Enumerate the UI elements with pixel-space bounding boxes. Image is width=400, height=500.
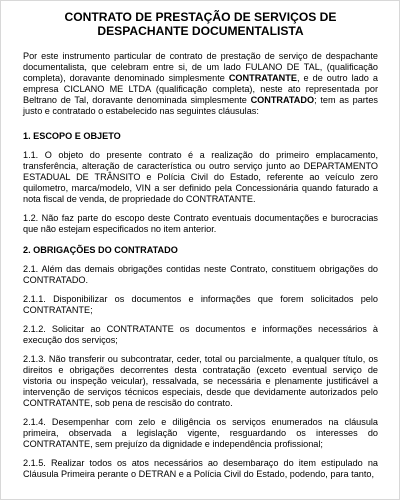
clause-2-1-1 <box>23 294 378 316</box>
clause-2-1-4-contratante: CONTRATANTE <box>23 439 91 449</box>
clause-1-1 <box>23 150 378 205</box>
clause-2-1-1-contratante: CONTRATANTE <box>23 305 91 315</box>
clause-2-1-4 <box>23 417 378 450</box>
clause-2-1-text-2: . <box>85 275 89 285</box>
clause-1-1-text-2: . <box>252 194 256 204</box>
clause-2-1-2-contratante: CONTRATANTE <box>106 324 174 334</box>
clause-2-1-text-1: 2.1. Além das demais obrigações contidas neste Contrato, constituem obrigações do <box>23 264 378 274</box>
intro-text-2: , e de outro lado a empresa CICLANO ME LTDA (qualificação completa), neste ato representada por Beltrano de Tal, doravante denominada simplesmente <box>23 73 378 105</box>
clause-2-1-1-text-1: 2.1.1. Disponibilizar os documentos e informações que forem solicitados pelo <box>23 294 378 304</box>
intro-contratado: CONTRATADO <box>250 95 315 105</box>
document-title <box>23 10 378 38</box>
clause-2-1-2-text-2: os documentos e informações necessários à execução dos serviços; <box>23 324 378 345</box>
clause-2-1-5: 2.1.5. Realizar todos os atos necessários ao desembaraço do item estipulado na Cláusula Primeira perante o DETRAN e a Polícia Civil do Estado, podendo, para tanto, <box>23 458 378 479</box>
clause-2-1-3-text-1: 2.1.3. Não transferir ou subcontratar, ceder, total ou parcialmente, a qualquer título, os direitos e obrigações decorrentes desta contratação (exceto eventual serviço de vistoria ou inspeção veicular), ressalvada, se necessária e plenamente justificável a intervenção de serviços técnicos especiais, desde que devidamente autorizados pelo <box>23 354 378 397</box>
clause-2-1-3 <box>23 354 378 409</box>
clause-2-1-3-contratante: CONTRATANTE <box>23 398 91 408</box>
intro-contratante: CONTRATANTE <box>228 73 297 83</box>
document-title-line-2: DESPACHANTE DOCUMENTALISTA <box>97 24 304 38</box>
section-2-heading: 2. OBRIGAÇÕES DO CONTRATADO <box>23 245 178 255</box>
clause-2-1-contratado: CONTRATADO <box>23 275 86 285</box>
clause-2-1-4-text-2: , sem prejuízo da dignidade e independência profissional; <box>90 439 323 449</box>
clause-2-1-4-text-1: 2.1.4. Desempenhar com zelo e diligência os serviços enumerados na cláusula primeira, observada a legislação vigente, resguardando os interesses do <box>23 417 378 438</box>
intro-text-1: Por este instrumento particular de contrato de prestação de serviço de despachante documentalista, que celebram entre si, de um lado FULANO DE TAL, (qualificação completa), doravante denominado simplesmente <box>23 51 378 83</box>
clause-2-1 <box>23 264 378 286</box>
section-1-heading: 1. ESCOPO E OBJETO <box>23 131 121 141</box>
intro-text-3: ; tem as partes justo e contratado o estabelecido nas seguintes cláusulas: <box>23 95 378 116</box>
clause-2-1-3-text-2: , sob pena de rescisão do contrato. <box>90 398 233 408</box>
clause-2-1-2-text-1: 2.1.2. Solicitar ao <box>23 324 107 334</box>
clause-2-1-2 <box>23 324 378 346</box>
intro-paragraph <box>23 51 378 117</box>
clause-1-2: 1.2. Não faz parte do escopo deste Contrato eventuais documentações e burocracias que não estejam especificados no item anterior. <box>23 213 378 234</box>
clause-1-1-text-1: 1.1. O objeto do presente contrato é a realização do primeiro emplacamento, transferência, alteração de característica ou outro serviço junto ao DEPARTAMENTO ESTADUAL DE TRÂNSITO e Polícia Civil do Estado, referente ao veículo zero quilometro, marca/modelo, VIN a ser definido pela Concessionária quando faturado a nota fiscal de venda, de propriedade do <box>23 150 378 204</box>
document-title-line-1: CONTRATO DE PRESTAÇÃO DE SERVIÇOS DE <box>64 10 337 24</box>
clause-2-1-1-text-2: ; <box>90 305 93 315</box>
clause-1-1-contratante: CONTRATANTE <box>185 194 253 204</box>
